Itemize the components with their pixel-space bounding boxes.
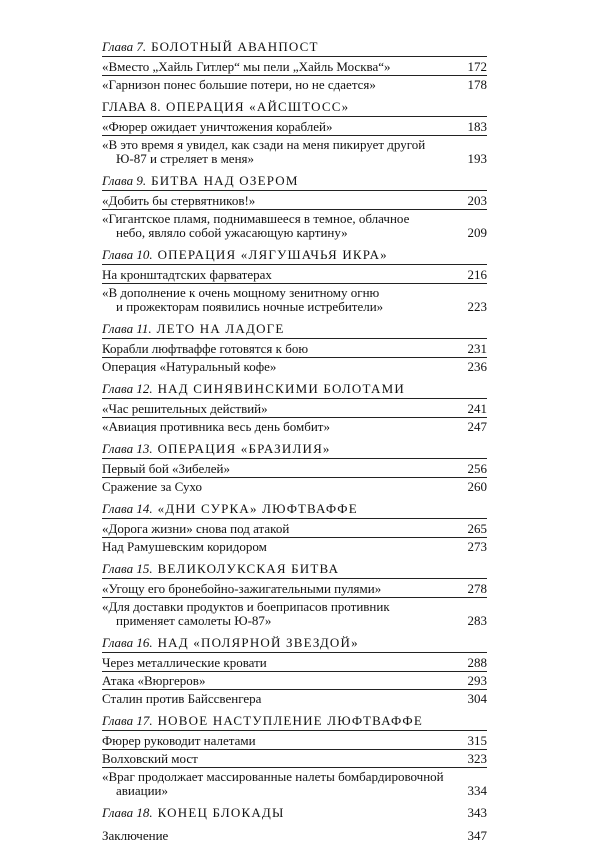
page-number: 193 xyxy=(467,151,487,166)
entry-line: «Для доставки продуктов и боеприпасов противник xyxy=(102,599,390,614)
toc-entry xyxy=(102,462,487,478)
toc-entry xyxy=(102,402,487,418)
toc-entry xyxy=(102,194,487,210)
entry-text xyxy=(102,522,453,536)
chapter-heading xyxy=(102,806,487,822)
entry-line: Над Рамушевским коридором xyxy=(102,539,267,554)
entry-line: Сталин против Байссвенгера xyxy=(102,691,262,706)
page-number: 323 xyxy=(467,751,487,766)
chapter-heading xyxy=(102,174,487,191)
chapter-title: НАД «ПОЛЯРНОЙ ЗВЕЗДОЙ» xyxy=(157,635,359,650)
entry-text xyxy=(102,692,453,706)
entry-line: «Гигантское пламя, поднимавшееся в темное, облачное xyxy=(102,211,410,226)
entry-line: Операция «Натуральный кофе» xyxy=(102,359,277,374)
toc-entry xyxy=(102,120,487,136)
entry-text xyxy=(102,770,453,798)
entry-line: Волховский мост xyxy=(102,751,198,766)
entry-line: Первый бой «Зибелей» xyxy=(102,461,230,476)
chapter-title: БОЛОТНЫЙ АВАНПОСТ xyxy=(151,39,319,54)
chapter-number: Глава 16. xyxy=(102,635,153,650)
entry-text xyxy=(102,194,453,208)
entry-text xyxy=(102,582,453,596)
conclusion-entry xyxy=(102,829,487,843)
chapter-heading xyxy=(102,40,487,57)
chapter-block xyxy=(102,174,487,241)
page-number: 273 xyxy=(467,539,487,554)
page-number: 236 xyxy=(467,359,487,374)
chapter-block xyxy=(102,442,487,495)
entry-line: «Враг продолжает массированные налеты бомбардировочной xyxy=(102,769,444,784)
chapter-block xyxy=(102,806,487,822)
page-number: 231 xyxy=(467,341,487,356)
entry-line: «Авиация противника весь день бомбит» xyxy=(102,419,330,434)
chapter-heading xyxy=(102,322,487,339)
toc-entry xyxy=(102,522,487,538)
chapter-title: «ДНИ СУРКА» ЛЮФТВАФФЕ xyxy=(157,501,358,516)
chapter-number: Глава 13. xyxy=(102,441,153,456)
chapter-block xyxy=(102,382,487,435)
page-number: 265 xyxy=(467,521,487,536)
toc-entry xyxy=(102,734,487,750)
page-number: 247 xyxy=(467,419,487,434)
toc-entry xyxy=(102,212,487,241)
toc-entry xyxy=(102,692,487,707)
page-number: 203 xyxy=(467,193,487,208)
toc-entry xyxy=(102,342,487,358)
chapter-heading xyxy=(102,502,487,519)
page-number: 343 xyxy=(467,805,487,820)
entry-line: На кронштадтских фарватерах xyxy=(102,267,272,282)
toc-entry xyxy=(102,78,487,93)
chapter-block xyxy=(102,322,487,375)
chapter-heading xyxy=(102,382,487,399)
chapter-number: Глава 12. xyxy=(102,381,153,396)
toc-entry xyxy=(102,770,487,799)
entry-line: «Вместо „Хайль Гитлер“ мы пели „Хайль Москва“» xyxy=(102,59,391,74)
table-of-contents xyxy=(102,40,487,843)
entry-text xyxy=(102,600,453,628)
entry-line: «Дорога жизни» снова под атакой xyxy=(102,521,290,536)
entry-text xyxy=(102,402,453,416)
entry-line: «В дополнение к очень мощному зенитному огню xyxy=(102,285,380,300)
entry-line: «Фюрер ожидает уничтожения кораблей» xyxy=(102,119,333,134)
page-number: 278 xyxy=(467,581,487,596)
entry-line: Через металлические кровати xyxy=(102,655,267,670)
entry-text xyxy=(102,540,453,554)
toc-entry xyxy=(102,138,487,167)
page-number: 178 xyxy=(467,77,487,92)
page-number: 209 xyxy=(467,225,487,240)
chapter-heading xyxy=(102,636,487,653)
page-number: 347 xyxy=(467,828,487,843)
toc-entry xyxy=(102,286,487,315)
page-number: 315 xyxy=(467,733,487,748)
page-number: 241 xyxy=(467,401,487,416)
entry-text xyxy=(102,120,453,134)
entry-text xyxy=(102,656,453,670)
page-number: 288 xyxy=(467,655,487,670)
page-number: 172 xyxy=(467,59,487,74)
chapter-block xyxy=(102,636,487,707)
chapter-number: Глава 10. xyxy=(102,247,153,262)
toc-entry xyxy=(102,420,487,435)
toc-entry xyxy=(102,480,487,495)
chapter-heading xyxy=(102,562,487,579)
entry-text xyxy=(102,752,453,766)
conclusion-title: Заключение xyxy=(102,828,169,843)
entry-text xyxy=(102,342,453,356)
entry-line: «Час решительных действий» xyxy=(102,401,268,416)
entry-line: «Добить бы стервятников!» xyxy=(102,193,256,208)
entry-text xyxy=(102,462,453,476)
page-number: 216 xyxy=(467,267,487,282)
entry-line: Фюрер руководит налетами xyxy=(102,733,256,748)
page-number: 183 xyxy=(467,119,487,134)
toc-entry xyxy=(102,674,487,690)
entry-text xyxy=(102,212,453,240)
toc-entry xyxy=(102,540,487,555)
entry-text xyxy=(102,78,453,92)
chapter-block xyxy=(102,100,487,167)
entry-line: применяет самолеты Ю-87» xyxy=(116,613,272,628)
toc-entry xyxy=(102,268,487,284)
entry-line: Сражение за Сухо xyxy=(102,479,202,494)
entry-text xyxy=(102,60,453,74)
chapter-number: ГЛАВА 8. xyxy=(102,99,161,114)
chapter-number: Глава 15. xyxy=(102,561,153,576)
chapter-heading xyxy=(102,442,487,459)
chapter-number: Глава 17. xyxy=(102,713,153,728)
page-number: 256 xyxy=(467,461,487,476)
chapter-number: Глава 7. xyxy=(102,39,147,54)
entry-text xyxy=(102,674,453,688)
chapter-block xyxy=(102,714,487,799)
chapter-heading xyxy=(102,100,487,117)
page-number: 260 xyxy=(467,479,487,494)
entry-text xyxy=(102,360,453,374)
entry-text xyxy=(102,480,453,494)
entry-line: небо, являло собой ужасающую картину» xyxy=(116,225,348,240)
page-number: 283 xyxy=(467,613,487,628)
chapter-block xyxy=(102,40,487,93)
toc-entry xyxy=(102,656,487,672)
entry-text xyxy=(102,268,453,282)
chapter-title: ОПЕРАЦИЯ «АЙСШТОСС» xyxy=(165,99,350,114)
chapter-number: Глава 9. xyxy=(102,173,147,188)
chapter-title: НОВОЕ НАСТУПЛЕНИЕ ЛЮФТВАФФЕ xyxy=(157,713,424,728)
entry-line: и прожекторам появились ночные истребители» xyxy=(116,299,384,314)
chapter-title: ОПЕРАЦИЯ «ЛЯГУШАЧЬЯ ИКРА» xyxy=(157,247,388,262)
toc-entry xyxy=(102,600,487,629)
toc-entry xyxy=(102,60,487,76)
chapter-heading xyxy=(102,714,487,731)
entry-text xyxy=(102,286,453,314)
toc-entry xyxy=(102,752,487,768)
entry-line: Корабли люфтваффе готовятся к бою xyxy=(102,341,309,356)
chapter-block xyxy=(102,502,487,555)
page-number: 293 xyxy=(467,673,487,688)
page-number: 304 xyxy=(467,691,487,706)
entry-line: «Гарнизон понес большие потери, но не сдается» xyxy=(102,77,376,92)
entry-text xyxy=(102,734,453,748)
chapter-number: Глава 18. xyxy=(102,805,153,820)
entry-line: Ю-87 и стреляет в меня» xyxy=(116,151,255,166)
toc-entry xyxy=(102,360,487,375)
chapter-title: КОНЕЦ БЛОКАДЫ xyxy=(157,805,285,820)
page-number: 223 xyxy=(467,299,487,314)
chapter-block xyxy=(102,248,487,315)
chapter-title: ЛЕТО НА ЛАДОГЕ xyxy=(156,321,285,336)
entry-line: Атака «Вюргеров» xyxy=(102,673,206,688)
chapter-number: Глава 14. xyxy=(102,501,153,516)
chapter-title: НАД СИНЯВИНСКИМИ БОЛОТАМИ xyxy=(157,381,405,396)
toc-entry xyxy=(102,582,487,598)
chapter-heading xyxy=(102,248,487,265)
chapter-block xyxy=(102,562,487,629)
entry-line: авиации» xyxy=(116,783,169,798)
chapter-title: БИТВА НАД ОЗЕРОМ xyxy=(151,173,299,188)
chapter-number: Глава 11. xyxy=(102,321,152,336)
entry-line: «Угощу его бронебойно-зажигательными пулями» xyxy=(102,581,382,596)
entry-text xyxy=(102,138,453,166)
chapter-title: ВЕЛИКОЛУКСКАЯ БИТВА xyxy=(157,561,340,576)
page-number: 334 xyxy=(467,783,487,798)
entry-line: «В это время я увидел, как сзади на меня пикирует другой xyxy=(102,137,426,152)
entry-text xyxy=(102,420,453,434)
chapter-title: ОПЕРАЦИЯ «БРАЗИЛИЯ» xyxy=(157,441,331,456)
